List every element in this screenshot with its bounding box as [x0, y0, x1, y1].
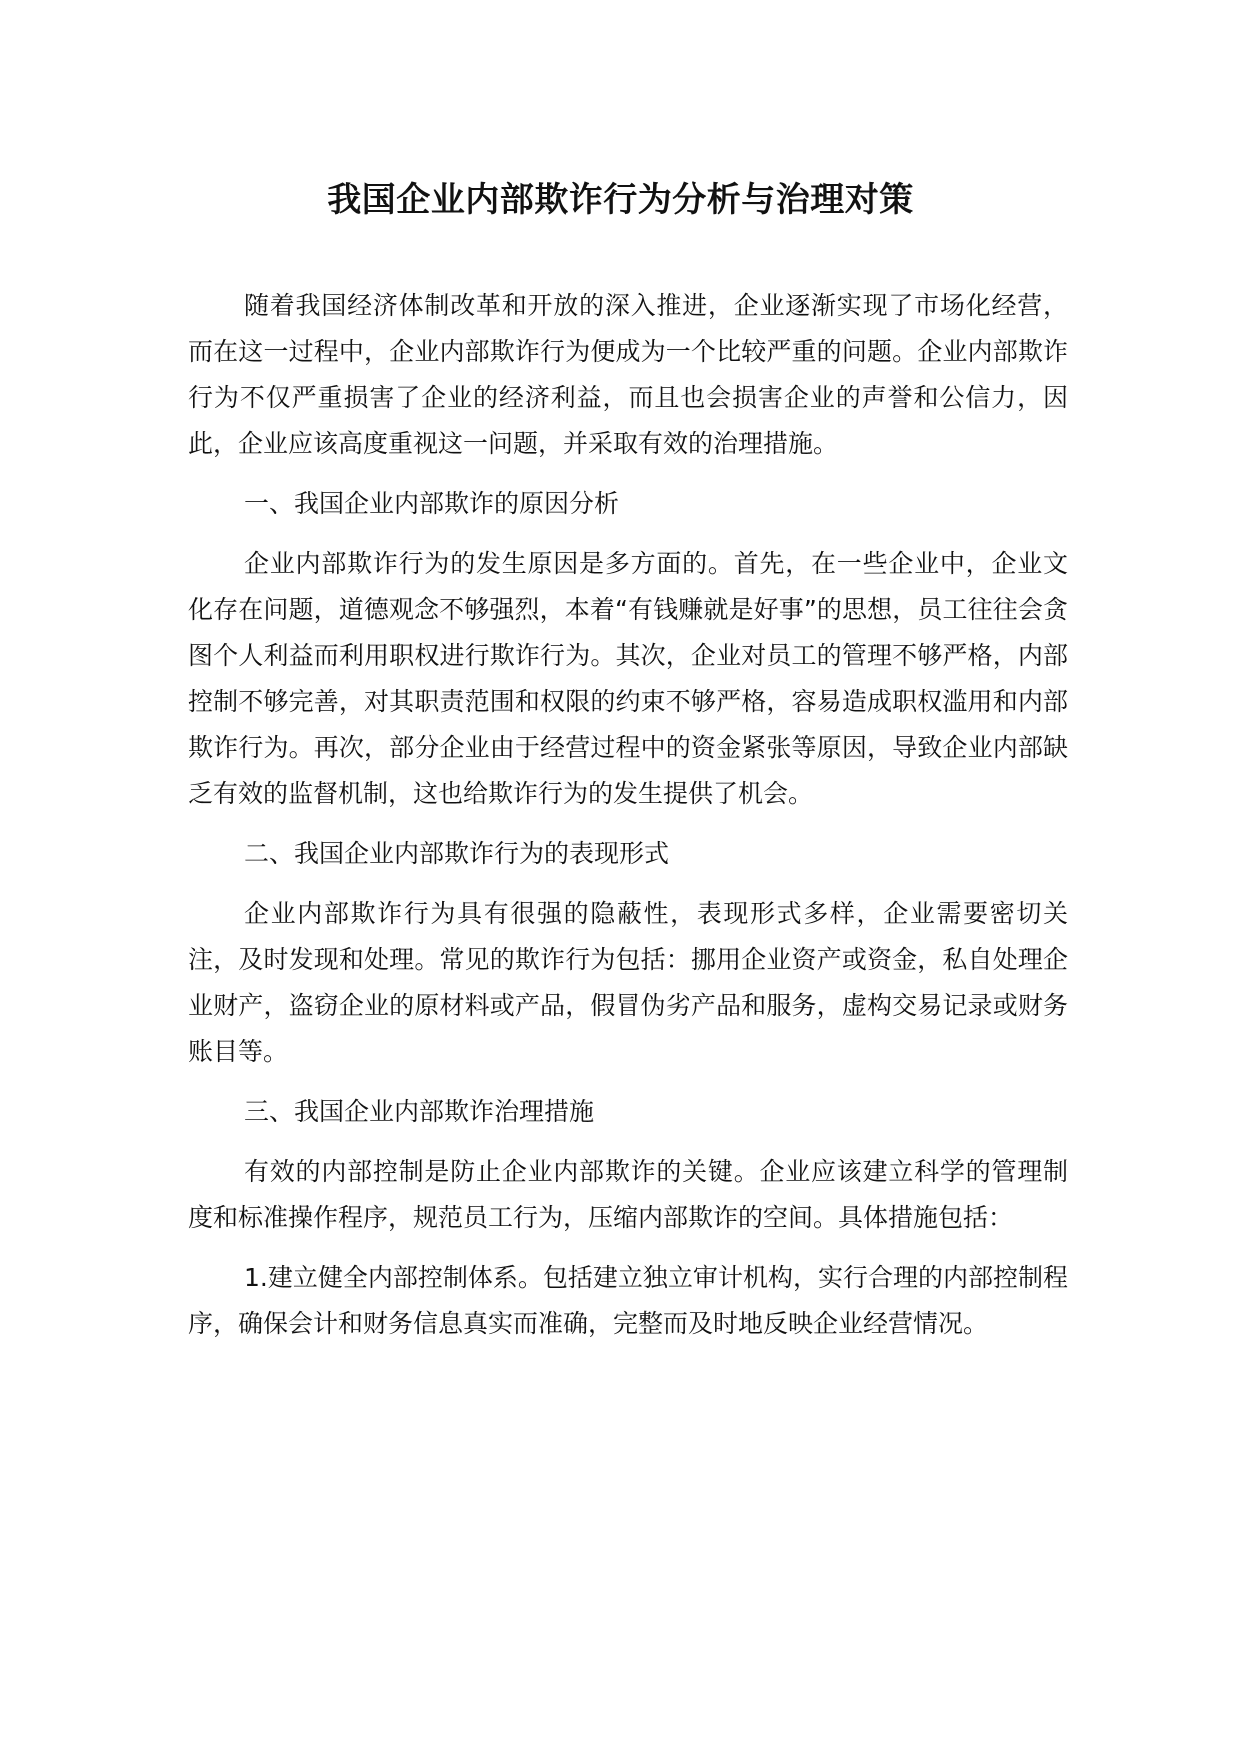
section3-paragraph: 有效的内部控制是防止企业内部欺诈的关键。企业应该建立科学的管理制度和标准操作程序，规范员工行为，压缩内部欺诈的空间。具体措施包括：: [188, 1157, 1068, 1232]
section3-heading: 三、我国企业内部欺诈治理措施: [244, 1097, 595, 1126]
intro-paragraph: 随着我国经济体制改革和开放的深入推进，企业逐渐实现了市场化经营，而在这一过程中，企业内部欺诈行为便成为一个比较严重的问题。企业内部欺诈行为不仅严重损害了企业的经济利益，而且也会损害企业的声誉和公信力，因此，企业应该高度重视这一问题，并采取有效的治理措施。: [188, 291, 1068, 458]
section1-heading: 一、我国企业内部欺诈的原因分析: [244, 489, 620, 518]
section2-paragraph: 企业内部欺诈行为具有很强的隐蔽性，表现形式多样，企业需要密切关注，及时发现和处理。常见的欺诈行为包括：挪用企业资产或资金，私自处理企业财产，盗窃企业的原材料或产品，假冒伪劣产品和服务，虚构交易记录或财务账目等。: [188, 899, 1068, 1066]
document-body: [188, 283, 1068, 1361]
section3-item-1: 1.建立健全内部控制体系。包括建立独立审计机构，实行合理的内部控制程序，确保会计和财务信息真实而准确，完整而及时地反映企业经营情况。: [188, 1263, 1068, 1338]
section1-paragraph: 企业内部欺诈行为的发生原因是多方面的。首先，在一些企业中，企业文化存在问题，道德观念不够强烈，本着“有钱赚就是好事”的思想，员工往往会贪图个人利益而利用职权进行欺诈行为。其次，企业对员工的管理不够严格，内部控制不够完善，对其职责范围和权限的约束不够严格，容易造成职权滥用和内部欺诈行为。再次，部分企业由于经营过程中的资金紧张等原因，导致企业内部缺乏有效的监督机制，这也给欺诈行为的发生提供了机会。: [188, 549, 1068, 808]
document-title: 我国企业内部欺诈行为分析与治理对策: [327, 180, 914, 220]
section2-heading: 二、我国企业内部欺诈行为的表现形式: [244, 839, 670, 868]
